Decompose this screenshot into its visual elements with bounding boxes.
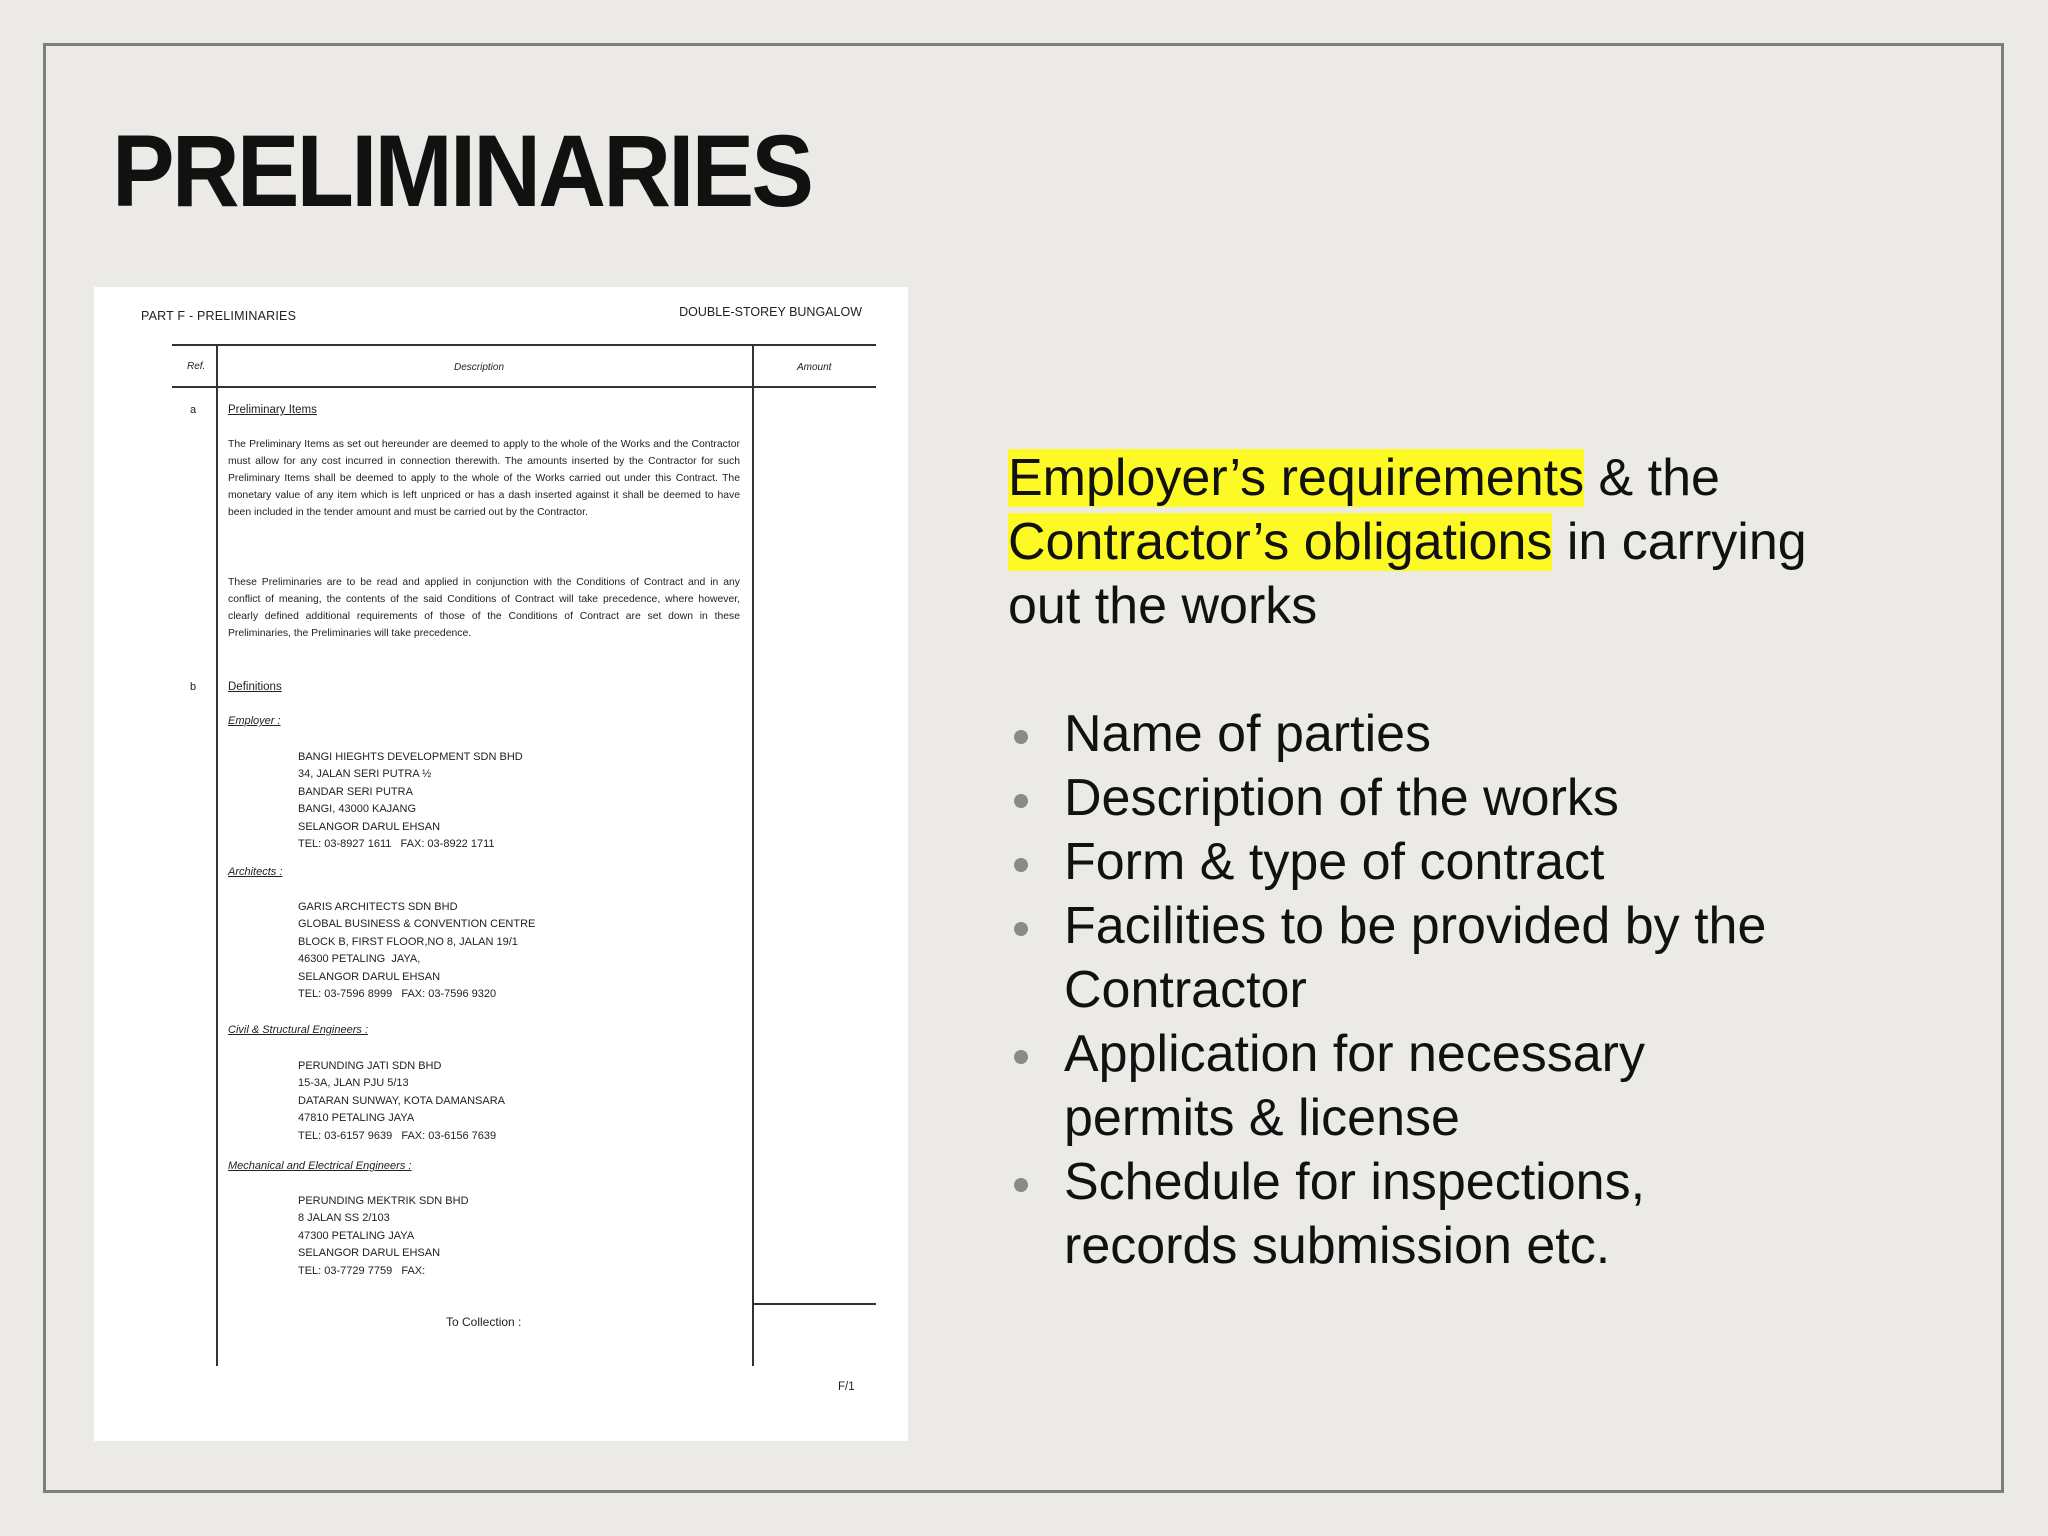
bullet-item [1008,702,1828,766]
doc-ref-b: b [190,681,197,693]
doc-header-right: DOUBLE-STOREY BUNGALOW [679,305,862,319]
bullet-text: Facilities to be provided by the Contractor [1064,897,1767,1019]
doc-employer-label: Employer : [228,715,281,727]
doc-me-engineers-address: PERUNDING MEKTRIK SDN BHD 8 JALAN SS 2/103 47300 PETALING JAYA SELANGOR DARUL EHSAN TEL: 03-7729 7759 FAX: [298,1195,469,1277]
intro-connector-2: in carrying out the works [1008,513,1807,635]
bullet-item [1008,1022,1828,1150]
bullet-text: Form & type of contract [1064,833,1605,891]
highlight-contractor-obligations: Contractor’s obligations [1008,513,1553,571]
doc-page-number: F/1 [838,1381,855,1393]
doc-paragraph-1: The Preliminary Items as set out hereunder are deemed to apply to the whole of the Works and the Contractor must allow for any cost incurred in connection therewith. The amounts inserted by the Contractor for such Preliminary Items shall be deemed to apply to the whole of the Works carried out under this Contract. The monetary value of any item which is left unpriced or has a dash inserted against it shall be deemed to have been included in the tender amount and must be carried out by the Contractor. [228,439,740,518]
doc-architects-address: GARIS ARCHITECTS SDN BHD GLOBAL BUSINESS & CONVENTION CENTRE BLOCK B, FIRST FLOOR,NO 8, JALAN 19/1 46300 PETALING JAYA, SELANGOR DARUL EHSAN TEL: 03-7596 8999 FAX: 03-7596 9320 [298,901,536,1001]
bullet-text: Name of parties [1064,705,1432,763]
bullet-item [1008,1150,1828,1278]
bullet-text: Description of the works [1064,769,1619,827]
bullet-list [1008,702,1828,1278]
highlight-employer-requirements: Employer’s requirements [1008,449,1585,507]
doc-employer-address: BANGI HIEGHTS DEVELOPMENT SDN BHD 34, JALAN SERI PUTRA ½ BANDAR SERI PUTRA BANGI, 43000 KAJANG SELANGOR DARUL EHSAN TEL: 03-8927 1611 FAX: 03-8922 1711 [298,751,523,851]
bullet-dot-icon [1014,730,1028,744]
doc-architects-label: Architects : [228,866,283,878]
bullet-item [1008,894,1828,1022]
doc-cs-engineers-label: Civil & Structural Engineers : [228,1024,368,1036]
doc-ref-a: a [190,404,197,416]
doc-paragraph-2: These Preliminaries are to be read and applied in conjunction with the Conditions of Contract and in any conflict of meaning, the contents of the said Conditions of Contract will take precedence, where however, clearly defined additional requirements of those of the Conditions of Contract are set down in these Preliminaries, the Preliminaries will take precedence. [228,577,740,639]
bullet-dot-icon [1014,1050,1028,1064]
bullet-dot-icon [1014,922,1028,936]
bullet-item [1008,830,1828,894]
doc-cs-engineers-address: PERUNDING JATI SDN BHD 15-3A, JLAN PJU 5/13 DATARAN SUNWAY, KOTA DAMANSARA 47810 PETALING JAYA TEL: 03-6157 9639 FAX: 03-6156 7639 [298,1060,505,1142]
doc-me-engineers-label: Mechanical and Electrical Engineers : [228,1160,412,1172]
doc-rule-bottom [752,1303,876,1305]
doc-to-collection: To Collection : [446,1315,522,1329]
slide-title: PRELIMINARIES [112,114,812,228]
doc-rule-top [172,344,876,346]
bullet-item [1008,766,1828,830]
bullet-dot-icon [1014,794,1028,808]
doc-column-line-right [752,344,754,1366]
bullet-dot-icon [1014,1178,1028,1192]
doc-col-ref: Ref. [187,361,206,372]
doc-col-description: Description [454,362,505,373]
doc-rule-mid [172,386,876,388]
doc-header-left: PART F - PRELIMINARIES [141,309,297,323]
bullet-text: Application for necessary permits & license [1064,1025,1645,1147]
doc-section-definitions: Definitions [228,681,282,693]
doc-column-line-left [216,344,218,1366]
bullet-text: Schedule for inspections, records submission etc. [1064,1153,1646,1275]
intro-text [1008,446,1828,638]
intro-connector-1: & the [1584,449,1720,507]
doc-col-amount: Amount [797,362,832,373]
document-page-image [94,287,908,1441]
bullet-dot-icon [1014,858,1028,872]
doc-section-preliminary-items: Preliminary Items [228,404,317,416]
